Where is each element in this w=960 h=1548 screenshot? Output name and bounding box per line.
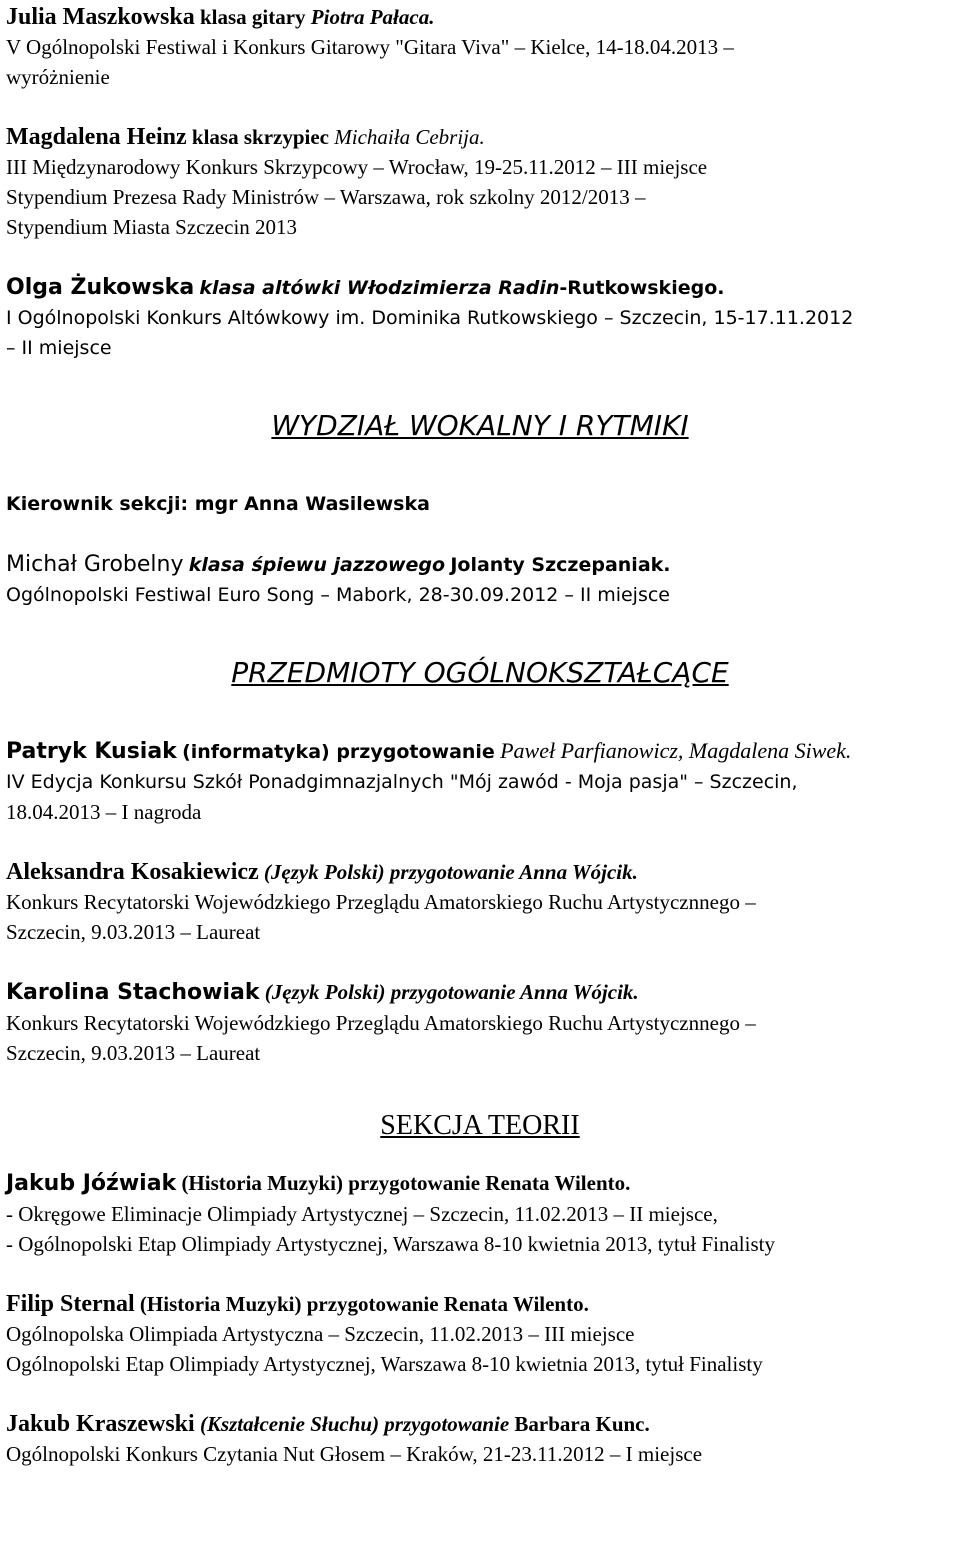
award-line: 18.04.2013 – I nagroda <box>6 800 202 824</box>
award-line: – II miejsce <box>6 337 112 359</box>
subject-label: (Historia Muzyki) przygotowanie Renata Wilento. <box>139 1292 589 1316</box>
award-line: V Ogólnopolski Festiwal i Konkurs Gitarowy "Gitara Viva" – Kielce, 14-18.04.2013 – <box>6 35 734 59</box>
award-line: Stypendium Miasta Szczecin 2013 <box>6 215 298 239</box>
entry-karolina-stachowiak <box>6 977 954 1068</box>
student-name: Olga Żukowska <box>6 275 195 300</box>
entry-olga-zukowska <box>6 272 954 363</box>
subject-label: (Kształcenie Słuchu) przygotowanie <box>199 1412 510 1436</box>
section-heading-teoria: SEKCJA TEORII <box>380 1110 580 1141</box>
student-name: Karolina Stachowiak <box>6 980 260 1005</box>
award-line: Ogólnopolski Etap Olimpiady Artystycznej, Warszawa 8-10 kwietnia 2013, tytuł Finalisty <box>6 1352 763 1376</box>
award-line: Szczecin, 9.03.2013 – Laureat <box>6 1041 261 1065</box>
teacher-name: Piotra Pałaca. <box>310 5 435 29</box>
student-name: Patryk Kusiak <box>6 739 177 764</box>
award-line: Stypendium Prezesa Rady Ministrów – Warszawa, rok szkolny 2012/2013 – <box>6 185 646 209</box>
class-label: klasa skrzypiec <box>191 125 329 149</box>
student-name: Jakub Kraszewski <box>6 1411 195 1437</box>
entry-jakub-kraszewski <box>6 1409 954 1469</box>
entry-julia-maszkowska <box>6 2 954 92</box>
class-label: klasa altówki Włodzimierza Radin <box>199 277 560 299</box>
entry-michal-grobelny <box>6 549 954 610</box>
award-line: - Okręgowe Eliminacje Olimpiady Artystycznej – Szczecin, 11.02.2013 – II miejsce, <box>6 1202 718 1226</box>
award-line: wyróżnienie <box>6 65 110 89</box>
award-line: I Ogólnopolski Konkurs Altówkowy im. Dominika Rutkowskiego – Szczecin, 15-17.11.2012 <box>6 307 854 329</box>
award-line: Konkurs Recytatorski Wojewódzkiego Przeglądu Amatorskiego Ruchu Artystycznnego – <box>6 1011 756 1035</box>
teacher-name: -Rutkowskiego. <box>559 277 725 299</box>
student-name: Julia Maszkowska <box>6 4 195 30</box>
award-line: Ogólnopolski Konkurs Czytania Nut Głosem – Kraków, 21-23.11.2012 – I miejsce <box>6 1442 703 1466</box>
section-heading-wokalny: WYDZIAŁ WOKALNY I RYTMIKI <box>271 409 689 442</box>
entry-filip-sternal <box>6 1289 954 1379</box>
entry-jakub-jozwiak <box>6 1168 954 1259</box>
award-line: Ogólnopolski Festiwal Euro Song – Mabork, 28-30.09.2012 – II miejsce <box>6 584 670 606</box>
section-head-label: Kierownik sekcji: mgr Anna Wasilewska <box>6 493 430 515</box>
class-label: klasa gitary <box>199 5 306 29</box>
award-line: III Międzynarodowy Konkurs Skrzypcowy – Wrocław, 19-25.11.2012 – III miejsce <box>6 155 708 179</box>
award-line: Ogólnopolska Olimpiada Artystyczna – Szczecin, 11.02.2013 – III miejsce <box>6 1322 635 1346</box>
student-name: Filip Sternal <box>6 1291 135 1317</box>
award-line: Szczecin, 9.03.2013 – Laureat <box>6 920 261 944</box>
subject-label: (Język Polski) przygotowanie Anna Wójcik. <box>263 860 638 884</box>
subject-label: (Historia Muzyki) przygotowanie Renata Wilento. <box>181 1171 631 1195</box>
entry-patryk-kusiak <box>6 736 954 827</box>
student-name: Jakub Jóźwiak <box>6 1171 177 1196</box>
teacher-name: Barbara Kunc. <box>514 1412 650 1436</box>
teacher-name: Jolanty Szczepaniak. <box>450 554 671 576</box>
subject-label: (informatyka) przygotowanie <box>182 741 495 763</box>
student-name: Magdalena Heinz <box>6 124 187 150</box>
section-heading-ogolnoksztalcace: PRZEDMIOTY OGÓLNOKSZTAŁCĄCE <box>231 656 729 689</box>
teacher-name: Paweł Parfianowicz, Magdalena Siwek. <box>500 738 852 763</box>
award-line: IV Edycja Konkursu Szkół Ponadgimnazjalnych "Mój zawód - Moja pasja" – Szczecin, <box>6 771 798 793</box>
award-line: Konkurs Recytatorski Wojewódzkiego Przeglądu Amatorskiego Ruchu Artystycznnego – <box>6 890 756 914</box>
entry-aleksandra-kosakiewicz <box>6 857 954 947</box>
student-name: Michał Grobelny <box>6 552 184 577</box>
entry-magdalena-heinz <box>6 122 954 242</box>
subject-label: (Język Polski) przygotowanie Anna Wójcik. <box>264 980 639 1004</box>
teacher-name: Michaiła Cebrija. <box>334 125 485 149</box>
class-label: klasa śpiewu jazzowego <box>188 554 446 576</box>
award-line: - Ogólnopolski Etap Olimpiady Artystycznej, Warszawa 8-10 kwietnia 2013, tytuł Finalisty <box>6 1232 775 1256</box>
student-name: Aleksandra Kosakiewicz <box>6 859 259 885</box>
